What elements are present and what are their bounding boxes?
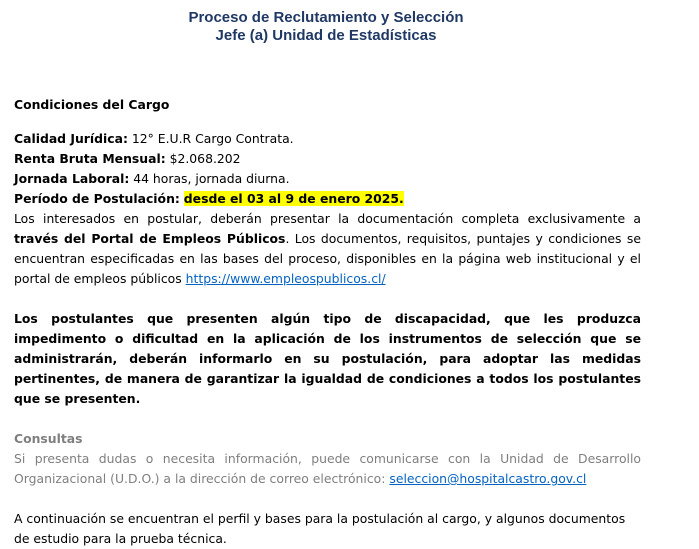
application-info (14, 209, 641, 289)
jornada-label: Jornada Laboral: (14, 171, 130, 186)
consultas-title: Consultas (14, 431, 83, 446)
consultas-paragraph (14, 449, 641, 489)
periodo-label: Período de Postulación: (14, 191, 180, 206)
spacer (14, 489, 641, 509)
calidad-label: Calidad Jurídica: (14, 131, 128, 146)
closing-paragraph: A continuación se encuentran el perfil y bases para la postulación al cargo, y algunos documentos de estudio para la prueba técnica. (14, 511, 626, 546)
periodo-value: desde el 03 al 9 de enero 2025. (183, 191, 404, 206)
calidad-line (14, 129, 641, 149)
info-part-2: . Los documentos, requisitos, puntajes y condiciones se encuentran especificadas en las bases del proceso, disponibles en la página web institucional y el portal de empleos públicos (14, 231, 641, 286)
jornada-value: 44 horas, jornada diurna. (129, 171, 290, 186)
renta-line (14, 149, 641, 169)
document-header (0, 9, 652, 45)
contact-email-link[interactable]: seleccion@hospitalcastro.gov.cl (389, 471, 587, 486)
consultas-text: Si presenta dudas o necesita información, puede comunicarse con la Unidad de Desarrollo Organizacional (U.D.O.) a la dirección de correo electrónico: (14, 451, 641, 486)
calidad-value: 12° E.U.R Cargo Contrata. (127, 131, 294, 146)
renta-value: $2.068.202 (165, 151, 241, 166)
conditions-title: Condiciones del Cargo (14, 97, 170, 112)
document-body (14, 95, 641, 549)
empleos-publicos-link[interactable]: https://www.empleospublicos.cl/ (185, 271, 386, 286)
disability-notice: Los postulantes que presenten algún tipo de discapacidad, que les produzca impedimento o dificultad en la aplicación de los instrumentos de selección que se administrarán, deberán informarlo en su postulación, para adoptar las medidas pertinentes, de manera de garantizar la igualdad de condiciones a todos los postulantes que se presenten. (14, 311, 641, 406)
info-part-1: Los interesados en postular, deberán presentar la documentación completa exclusivamente a (14, 211, 641, 226)
renta-label: Renta Bruta Mensual: (14, 151, 166, 166)
info-bold: través del Portal de Empleos Públicos (14, 231, 286, 246)
jornada-line (14, 169, 641, 189)
header-line-1: Proceso de Reclutamiento y Selección (188, 9, 464, 26)
spacer (14, 409, 641, 429)
header-line-2: Jefe (a) Unidad de Estadísticas (215, 27, 437, 44)
spacer (14, 115, 641, 129)
periodo-line (14, 189, 641, 209)
spacer (14, 289, 641, 309)
